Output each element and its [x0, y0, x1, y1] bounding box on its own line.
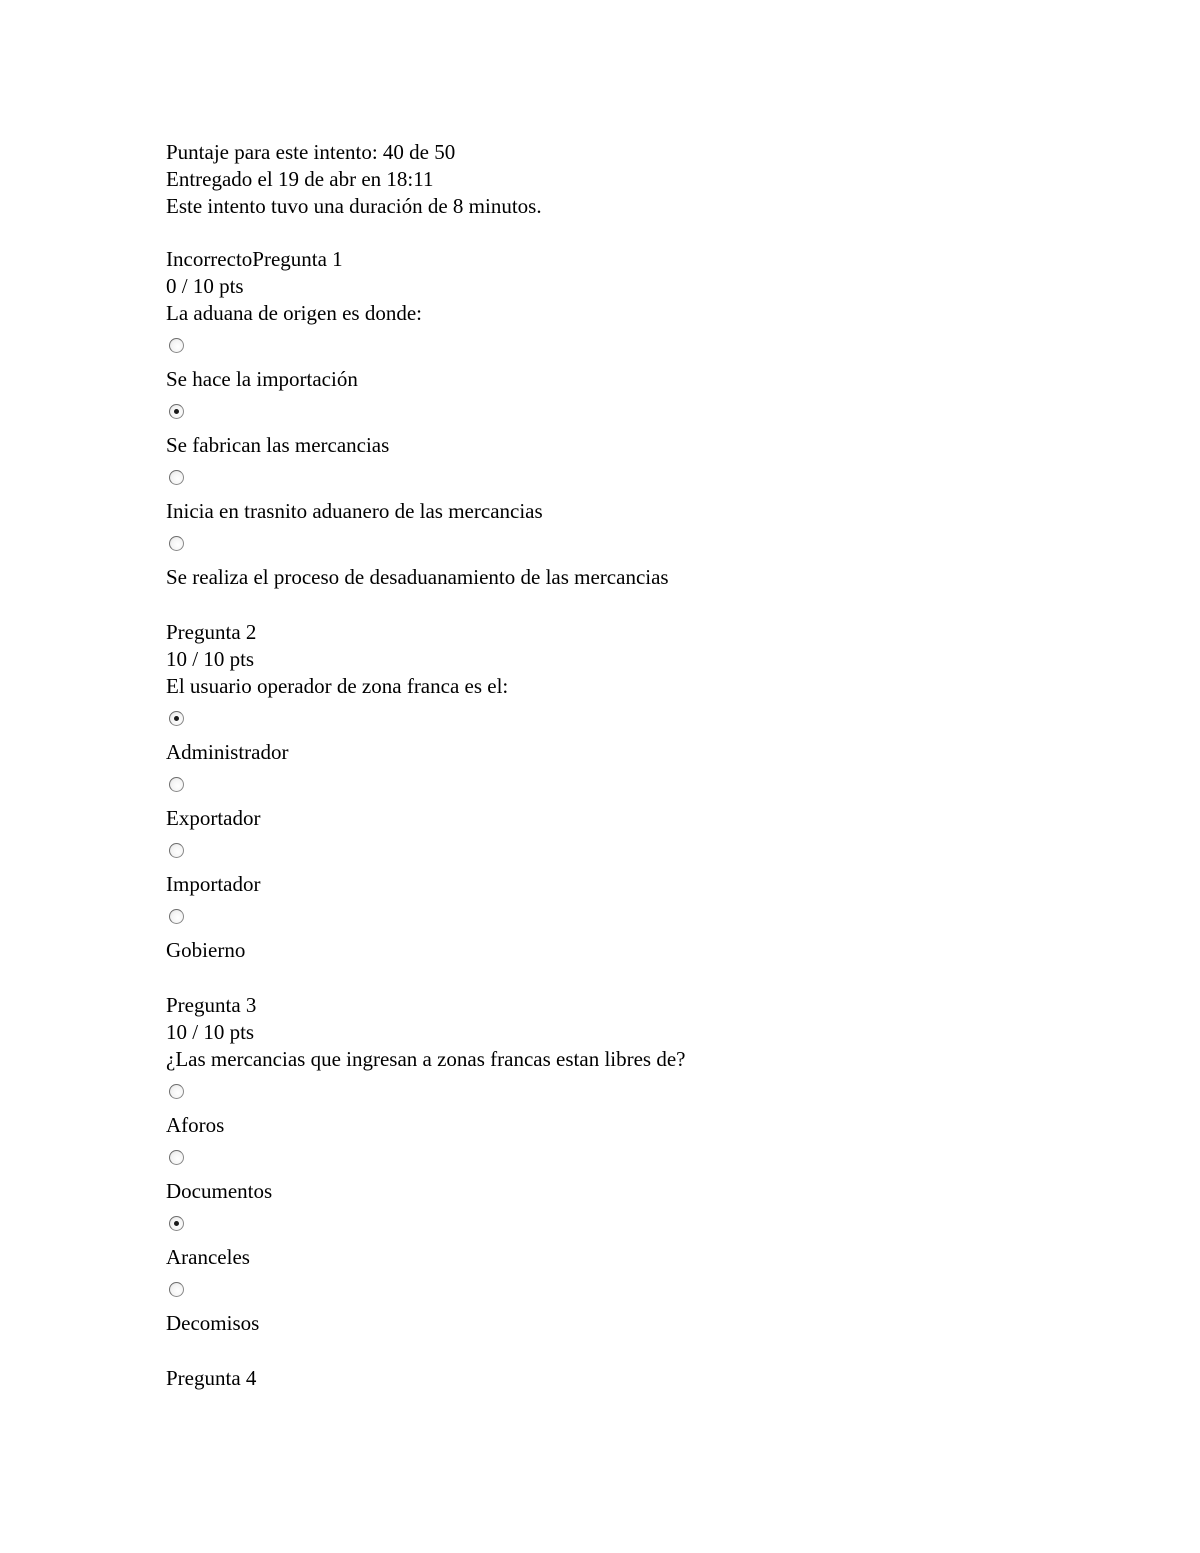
answer-radio[interactable] [169, 1084, 184, 1099]
question-title: IncorrectoPregunta 1 [166, 247, 343, 271]
question-1 [166, 246, 1126, 591]
answer-radio-selected[interactable] [169, 1216, 184, 1231]
answer-label: Exportador [166, 806, 261, 830]
question-prompt: La aduana de origen es donde: [166, 301, 422, 325]
answer-radio[interactable] [169, 909, 184, 924]
question-prompt: ¿Las mercancias que ingresan a zonas francas estan libres de? [166, 1047, 686, 1071]
answer-label: Administrador [166, 740, 289, 764]
quiz-results-document [166, 139, 1126, 1392]
question-title: Pregunta 2 [166, 620, 257, 644]
answer-label: Decomisos [166, 1311, 260, 1335]
answer-radio[interactable] [169, 777, 184, 792]
answer-radio[interactable] [169, 536, 184, 551]
answer-radio-selected[interactable] [169, 404, 184, 419]
question-points: 10 / 10 pts [166, 1020, 255, 1044]
answer-radio-selected[interactable] [169, 711, 184, 726]
attempt-duration: Este intento tuvo una duración de 8 minutos. [166, 194, 542, 218]
answer-label: Documentos [166, 1179, 273, 1203]
answer-label: Se hace la importación [166, 367, 358, 391]
answer-label: Aforos [166, 1113, 225, 1137]
question-points: 10 / 10 pts [166, 647, 255, 671]
answer-label: Se fabrican las mercancias [166, 433, 390, 457]
question-title: Pregunta 3 [166, 993, 257, 1017]
answer-label: Gobierno [166, 938, 246, 962]
answer-label: Aranceles [166, 1245, 250, 1269]
submitted-date: Entregado el 19 de abr en 18:11 [166, 167, 434, 191]
answer-radio[interactable] [169, 1282, 184, 1297]
answer-label: Se realiza el proceso de desaduanamiento de las mercancias [166, 565, 669, 589]
answer-label: Importador [166, 872, 261, 896]
question-4 [166, 1365, 1126, 1392]
answer-radio[interactable] [169, 338, 184, 353]
question-title: Pregunta 4 [166, 1366, 257, 1390]
question-3 [166, 992, 1126, 1337]
answer-radio[interactable] [169, 470, 184, 485]
question-points: 0 / 10 pts [166, 274, 244, 298]
answer-radio[interactable] [169, 1150, 184, 1165]
answer-label: Inicia en trasnito aduanero de las mercancias [166, 499, 543, 523]
question-prompt: El usuario operador de zona franca es el: [166, 674, 509, 698]
answer-radio[interactable] [169, 843, 184, 858]
score-summary: Puntaje para este intento: 40 de 50 [166, 140, 456, 164]
question-2 [166, 619, 1126, 964]
